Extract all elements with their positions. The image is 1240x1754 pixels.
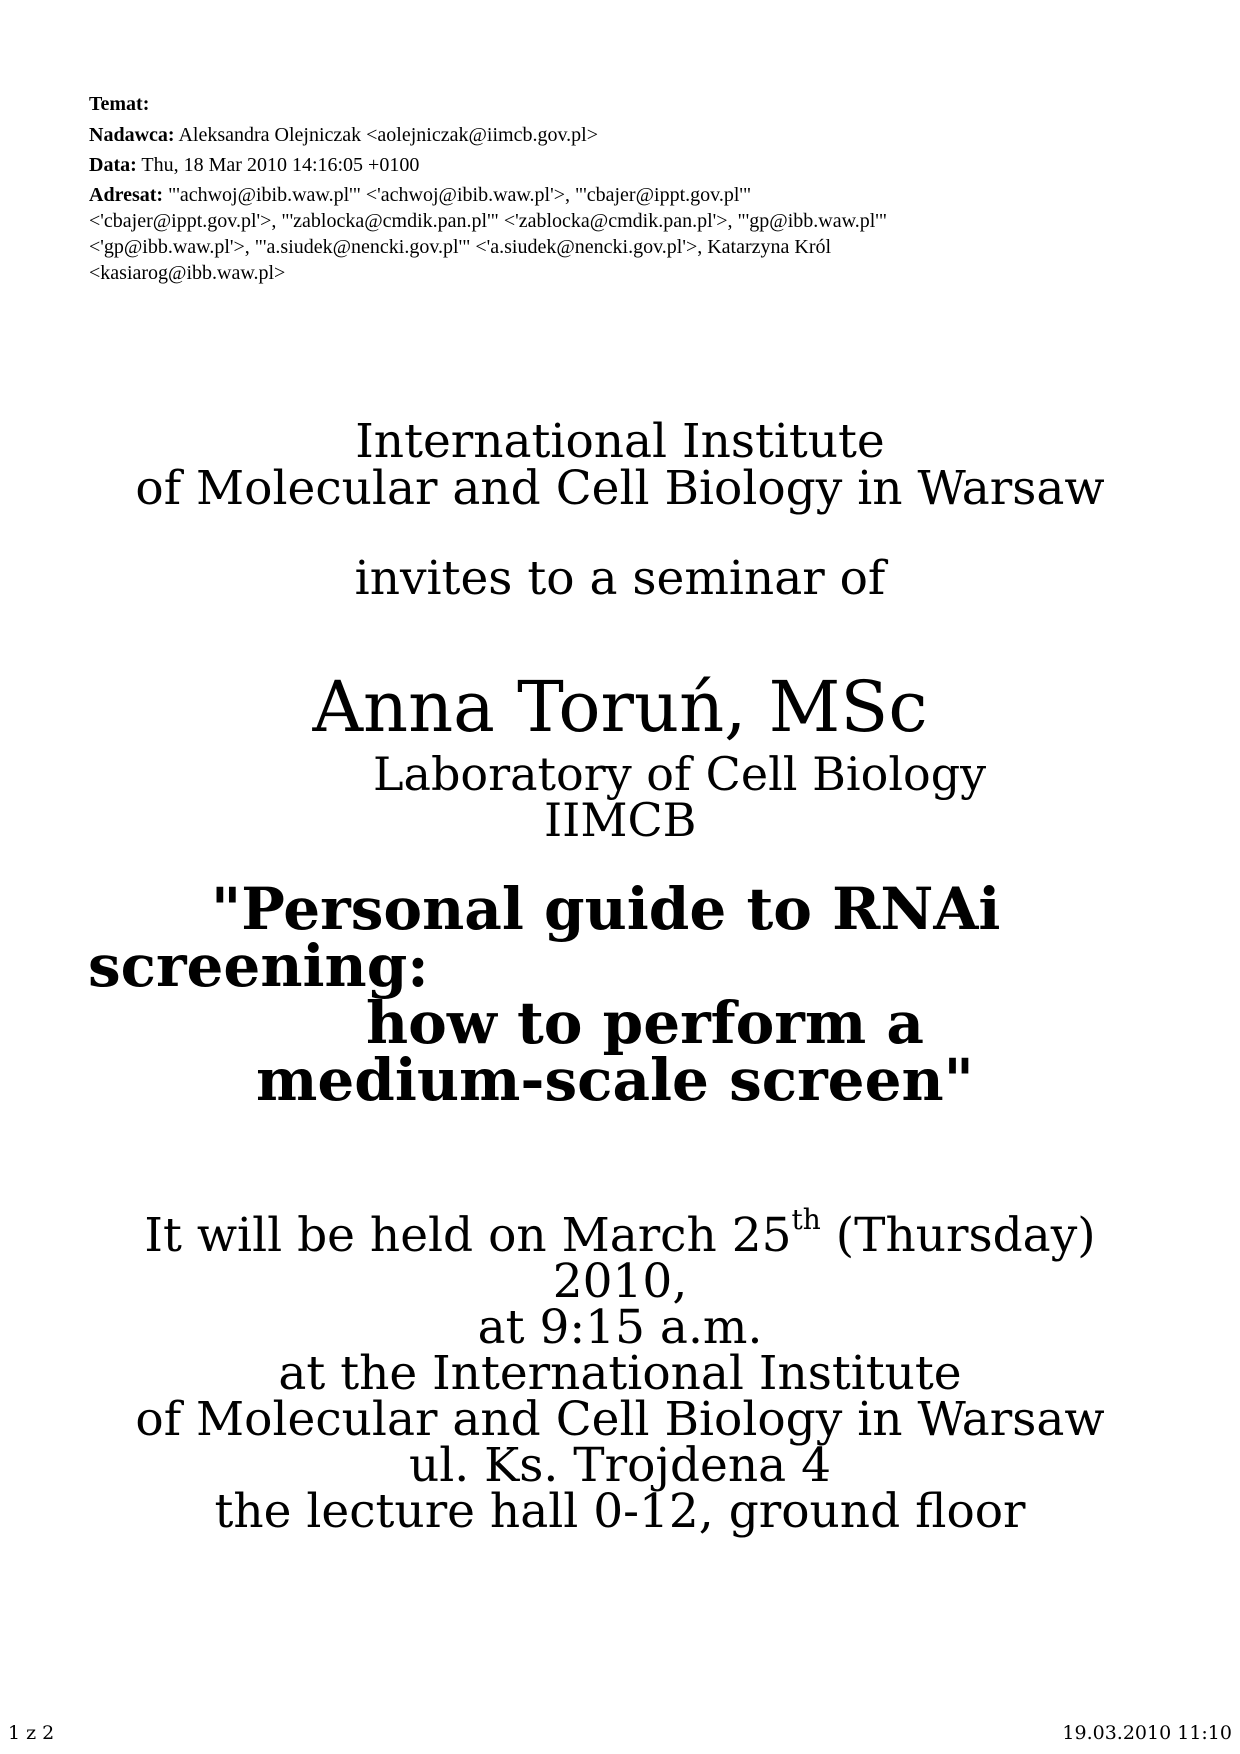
recipient-line: <'cbajer@ippt.gov.pl'>, "'zablocka@cmdik.pan.pl'" <'zablocka@cmdik.pan.pl'>, "'gp@ibb.waw.pl'": [89, 210, 888, 232]
institute-line: International Institute: [355, 414, 885, 469]
subject-label: Temat:: [89, 93, 150, 115]
speaker-org: IIMCB: [544, 793, 697, 847]
speaker-lab: Laboratory of Cell Biology: [373, 747, 987, 801]
talk-title-line: how to perform a: [366, 989, 924, 1057]
date-value: Thu, 18 Mar 2010 14:16:05 +0100: [141, 154, 420, 176]
subject-row: [89, 91, 1169, 117]
sender-label: Nadawca:: [89, 124, 175, 146]
printed-timestamp: 19.03.2010 11:10: [1062, 1722, 1232, 1744]
date-label: Data:: [89, 154, 137, 176]
institute-line: of Molecular and Cell Biology in Warsaw: [135, 461, 1105, 516]
speaker-name: Anna Toruń, MSc: [312, 666, 928, 748]
event-date-text: It will be held on March 25: [144, 1208, 792, 1263]
recipient-line: <'gp@ibb.waw.pl'>, "'a.siudek@nencki.gov.pl'" <'a.siudek@nencki.gov.pl'>, Katarzyna Król: [89, 236, 832, 258]
event-venue-line: at the International Institute: [278, 1346, 962, 1401]
recipient-row: [89, 182, 1169, 208]
event-venue-line: of Molecular and Cell Biology in Warsaw: [135, 1392, 1105, 1447]
sender-value: Aleksandra Olejniczak <aolejniczak@iimcb.gov.pl>: [178, 124, 598, 146]
recipient-label: Adresat:: [89, 184, 164, 206]
event-address: ul. Ks. Trojdena 4: [408, 1438, 831, 1493]
date-row: [89, 152, 1169, 178]
talk-title-line: medium-scale screen": [256, 1046, 974, 1114]
recipient-line: "'achwoj@ibib.waw.pl'" <'achwoj@ibib.waw.pl'>, "'cbajer@ippt.gov.pl'": [168, 184, 752, 206]
ordinal-suffix: th: [791, 1203, 821, 1236]
recipient-line: <kasiarog@ibb.waw.pl>: [89, 262, 286, 284]
talk-title-line: "Personal guide to RNAi: [211, 875, 1001, 943]
page-indicator: 1 z 2: [8, 1722, 55, 1744]
event-time: at 9:15 a.m.: [477, 1300, 763, 1355]
event-room: the lecture hall 0-12, ground floor: [214, 1484, 1026, 1539]
event-weekday: (Thursday): [820, 1208, 1096, 1263]
invites-line: invites to a seminar of: [354, 551, 886, 606]
sender-row: [89, 122, 1169, 148]
event-date-line: [0, 1203, 1240, 1263]
talk-title-line: screening:: [88, 932, 429, 1000]
event-year: 2010,: [552, 1254, 688, 1309]
